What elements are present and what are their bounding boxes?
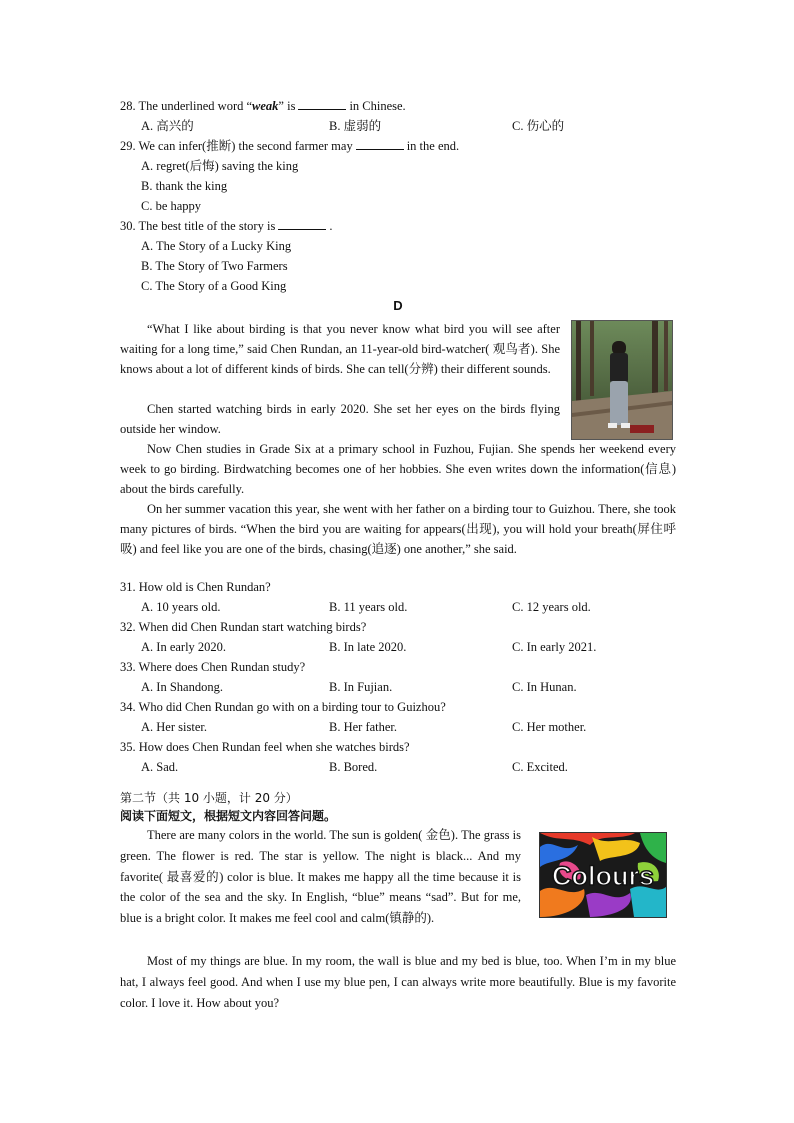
q29-stem-part: in the end.: [406, 139, 460, 153]
q35-option-b: B. Bored.: [329, 760, 378, 774]
girl-birdwatching-photo: [571, 320, 673, 440]
q33-option-a: A. In Shandong.: [141, 680, 223, 694]
passage-d-paragraph-1: “What I like about birding is that you never know what bird you will see after waiting for a long time,” said Chen Rundan, an 11-year-old bird-watcher( 观鸟者). She knows about a lot of different kinds of birds. She can tell(分辨) their different sounds.: [120, 322, 560, 377]
answer-blank: [278, 218, 326, 230]
q33-option-c: C. In Hunan.: [512, 680, 577, 694]
answer-blank: [356, 138, 404, 150]
answer-blank: [298, 98, 346, 110]
question-32-stem: 32. When did Chen Rundan start watching birds?: [120, 620, 367, 634]
passage-d-paragraph-2: Chen started watching birds in early 2020. She set her eyes on the birds flying outside her window.: [120, 402, 560, 437]
question-29-stem: [120, 138, 459, 154]
q28-stem-part: 28. The underlined word “: [120, 99, 253, 113]
q34-option-b: B. Her father.: [329, 720, 398, 734]
q29-option-a: A. regret(后悔) saving the king: [141, 159, 299, 173]
q29-option-c: C. be happy: [141, 199, 202, 213]
q32-option-b: B. In late 2020.: [329, 640, 407, 654]
q31-option-b: B. 11 years old.: [329, 600, 408, 614]
q33-option-b: B. In Fujian.: [329, 680, 393, 694]
q29-option-b: B. thank the king: [141, 179, 228, 193]
section-2-paragraph-1: There are many colors in the world. The sun is golden( 金色). The grass is green. The flower is red. The star is yellow. The night is black... And my favorite( 最喜爱的) color is blue. It makes me happy all the time because it is the color of the sea and the sky. In English, “blue” means “sad”. But for me, blue is a bright color. It makes me feel cool and calm(镇静的).: [120, 828, 521, 926]
q35-option-c: C. Excited.: [512, 760, 568, 774]
q31-option-a: A. 10 years old.: [141, 600, 221, 614]
passage-d-paragraph-4: On her summer vacation this year, she went with her father on a birding tour to Guizhou. There, she took many pictures of birds. “When the bird you are waiting for appears(出现), you will hold your breath(屏住呼吸) and feel like you are one of the birds, chasing(追逐) one another,” she said.: [120, 502, 676, 557]
q28-stem-part: ” is: [278, 99, 296, 113]
passage-d-paragraph-3: Now Chen studies in Grade Six at a primary school in Fuzhou, Fujian. She spends her weekend every week to go birding. Birdwatching becomes one of her hobbies. She even writes down the information(信息) about the birds carefully.: [120, 442, 676, 497]
q31-option-c: C. 12 years old.: [512, 600, 591, 614]
q28-stem-part: in Chinese.: [349, 99, 406, 113]
colours-image: [539, 832, 667, 918]
question-31-stem: 31. How old is Chen Rundan?: [120, 580, 271, 594]
q35-option-a: A. Sad.: [141, 760, 179, 774]
q28-option-b: B. 虚弱的: [329, 119, 382, 133]
q30-option-c: C. The Story of a Good King: [141, 279, 287, 293]
q28-keyword: weak: [252, 99, 279, 113]
section-2-paragraph-2: Most of my things are blue. In my room, the wall is blue and my bed is blue, too. When I’m in my blue hat, I always feel good. And when I use my blue pen, I can always write more beautifully. Blue is my favorite color. I love it. How about you?: [120, 954, 676, 1010]
q30-option-b: B. The Story of Two Farmers: [141, 259, 288, 273]
section-2-instruction: 阅读下面短文，根据短文内容回答问题。: [120, 809, 337, 823]
q30-stem-part: 30. The best title of the story is: [120, 219, 276, 233]
q34-option-c: C. Her mother.: [512, 720, 587, 734]
section-2-title: 第二节（共 10 小题，计 20 分）: [120, 791, 298, 805]
q32-option-a: A. In early 2020.: [141, 640, 227, 654]
q32-option-c: C. In early 2021.: [512, 640, 597, 654]
q30-option-a: A. The Story of a Lucky King: [141, 239, 292, 253]
q34-option-a: A. Her sister.: [141, 720, 207, 734]
question-28-stem: [120, 98, 406, 114]
passage-d-heading: D: [393, 298, 403, 313]
q28-option-c: C. 伤心的: [512, 119, 565, 133]
question-34-stem: 34. Who did Chen Rundan go with on a birding tour to Guizhou?: [120, 700, 446, 714]
q28-option-a: A. 高兴的: [141, 119, 194, 133]
question-30-stem: [120, 218, 332, 234]
q30-stem-part: .: [329, 219, 333, 233]
q29-stem-part: 29. We can infer(推断) the second farmer may: [120, 139, 353, 153]
colours-image-caption: Colours: [551, 861, 655, 891]
question-35-stem: 35. How does Chen Rundan feel when she watches birds?: [120, 740, 410, 754]
question-33-stem: 33. Where does Chen Rundan study?: [120, 660, 306, 674]
